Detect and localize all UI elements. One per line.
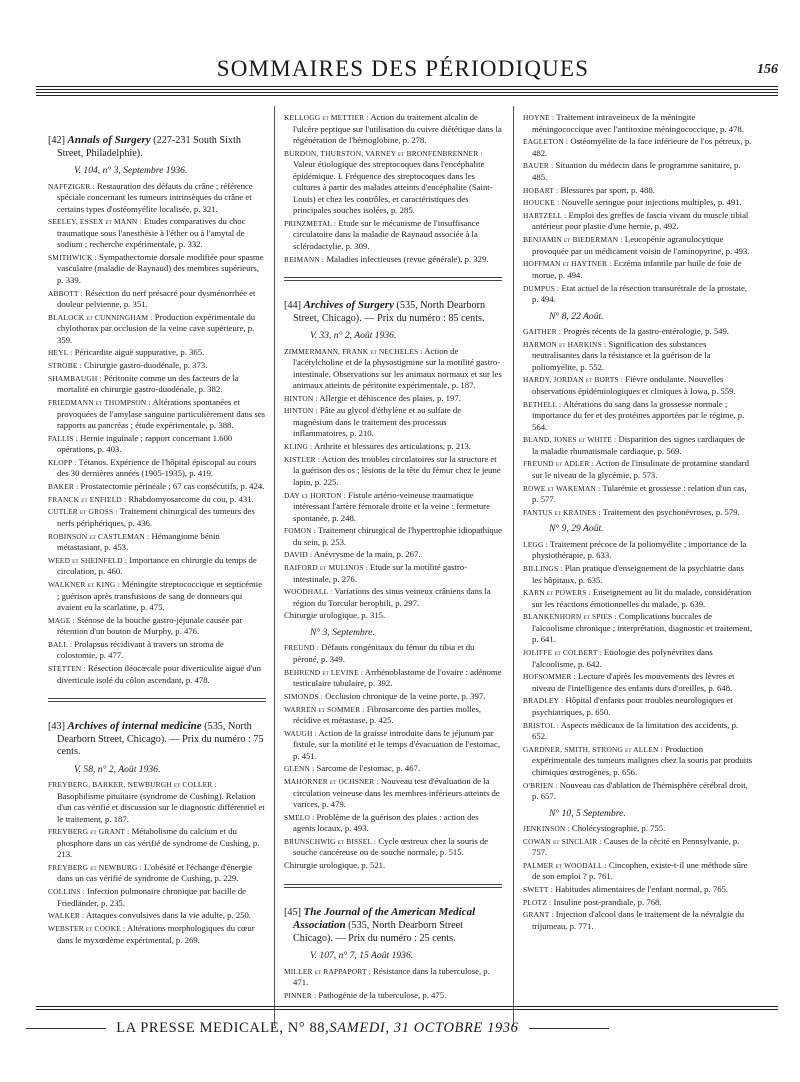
volume-heading: N° 10, 5 Septembre. xyxy=(549,807,626,819)
entry-text: Occlusion chronique de la veine porte, p. 397. xyxy=(325,690,486,701)
reference-entry xyxy=(523,836,753,859)
reference-entry xyxy=(284,642,502,665)
reference-entry xyxy=(48,663,266,686)
entry-authors: WALKNER et KING : xyxy=(48,580,120,589)
reference-entry xyxy=(523,647,753,670)
entry-text: Tétanos. Expérience de l'hôpital épiscopal au cours des 30 dernières années (1905-1935), p. 419. xyxy=(57,456,257,479)
entry-text: Aspects médicaux de la limitation des accidents, p. 652. xyxy=(532,719,739,742)
volume-heading: V. 107, n° 7, 15 Août 1936. xyxy=(310,950,414,962)
journal-heading xyxy=(284,906,502,946)
entry-text: Altérations spontanées et provoquées de l'amylase sanguine particulièrement dans ses rapports au pancréas ; étude expérimentale, p. 388. xyxy=(57,397,266,430)
reference-entry xyxy=(284,667,502,690)
reference-entry xyxy=(523,374,753,397)
column-left xyxy=(48,130,266,947)
entry-authors: LEGG : xyxy=(523,539,548,549)
entry-text: Injection d'alcool dans le traitement de la névralgie du trijumeau, p. 771. xyxy=(532,909,745,931)
column-right xyxy=(523,112,753,934)
reference-entry xyxy=(284,966,502,989)
journal-address: (535, North Dearborn Street Chicago). — Prix du numéro : 25 cents. xyxy=(293,920,463,944)
entry-text: Etudes comparatives du choc traumatique sous l'anesthésie à l'éther ou à l'amytal de sodium ; recherche expérimentale, p. 332. xyxy=(57,216,246,250)
volume-heading: V. 58, n° 2, Août 1936. xyxy=(74,763,161,775)
entry-authors: BLAND, JONES et WHITE : xyxy=(523,435,617,445)
entry-authors: ABBOTT : xyxy=(48,288,83,298)
reference-entry xyxy=(284,549,502,561)
entry-text: Cycle œstreux chez la souris de souche cancéreuse ou de souche normale, p. 515. xyxy=(293,835,489,858)
column-divider xyxy=(274,106,275,1026)
reference-entry xyxy=(523,823,753,835)
reference-entry xyxy=(523,326,753,338)
entry-text: Etude sur la motilité gastro-intestinale, p. 276. xyxy=(293,562,467,584)
entry-text: Leucopénie agranulocytique provoquée par un médicament voisin de l'aminopyrine, p. 493. xyxy=(532,234,750,256)
entry-text: Action du traitement alcalin de l'ulcère peptique sur l'utilisation du cuivre diététique dans la régénération de l'hémoglobine, p. 278. xyxy=(293,112,502,145)
entry-text: Fièvre ondulante. Nouvelles observations épidémiologiques et cliniques à Iowa, p. 559. xyxy=(532,374,736,396)
reference-entry xyxy=(523,434,753,457)
reference-entry xyxy=(284,812,502,835)
column-middle xyxy=(284,112,502,1003)
entry-authors: MAGE : xyxy=(48,615,75,625)
reference-entry xyxy=(48,886,266,909)
entry-text: Anévrysme de la main, p. 267. xyxy=(313,549,421,560)
reference-entry xyxy=(284,346,502,392)
entry-authors: GAITHER : xyxy=(523,327,562,336)
entry-text: Altérations du sang dans la grossesse normale ; importance du fer et des protéines apportées par le régime, p. 564. xyxy=(532,398,745,432)
entry-text: Attaques convulsives dans la vie adulte, p. 250. xyxy=(86,910,252,921)
entry-authors: WARREN et SOMMER : xyxy=(284,704,365,714)
entry-authors: COLLINS : xyxy=(48,887,85,897)
reference-entry xyxy=(523,197,753,209)
section-separator xyxy=(284,884,502,888)
entry-authors: FREUND et ADLER : xyxy=(523,459,594,469)
reference-entry xyxy=(48,347,266,359)
footer-line-left xyxy=(26,1028,106,1029)
entry-text: Fibrosarcome des parties molles, récidive et métastase, p. 425. xyxy=(293,703,482,725)
entry-authors: JENKINSON : xyxy=(523,824,570,833)
reference-entry xyxy=(48,910,266,922)
entry-authors: HOUCKE : xyxy=(523,198,560,208)
reference-entry xyxy=(284,525,502,548)
reference-entry xyxy=(284,148,502,217)
entry-text: Hernie inguinale ; rapport concernant 1.600 opérations, p. 403. xyxy=(57,432,233,455)
journal-heading xyxy=(48,134,266,160)
entry-authors: GRANT : xyxy=(523,910,554,920)
footer-rule xyxy=(36,1006,778,1010)
reference-entry xyxy=(523,695,753,718)
entry-authors: MILLER et RAPPAPORT : xyxy=(284,966,371,976)
entry-authors: SHAMBAUGH : xyxy=(48,373,102,383)
entry-text: Nouvelle seringue pour injections multiples, p. 491. xyxy=(561,197,742,208)
reference-entry xyxy=(48,923,266,946)
entry-authors: ROWE et WAKEMAN : xyxy=(523,483,601,493)
reference-entry xyxy=(284,562,502,585)
entry-authors: MAHORNER et OCHSNER : xyxy=(284,777,379,787)
entry-text: Sténose de la bouche gastro-jéjunale causée par rétention d'un bouton de Murphy, p. 476. xyxy=(57,614,243,637)
entry-text: Fistule artério-veineuse traumatique intéressant l'artère fémorale droite et la veine : fermeture spontanée, p. 248. xyxy=(293,489,490,523)
reference-entry xyxy=(523,780,753,803)
entry-text: Résistance dans la tuberculose, p. 471. xyxy=(293,965,490,988)
reference-entry xyxy=(48,312,266,347)
entry-text: Traitement des psychonévroses, p. 579. xyxy=(602,506,740,517)
footer-publication: LA PRESSE MEDICALE, N° 88, xyxy=(116,1020,330,1037)
reference-entry xyxy=(523,587,753,610)
footer-line-right xyxy=(529,1028,609,1029)
reference-entry xyxy=(48,862,266,885)
footer-date: SAMEDI, 31 OCTOBRE 1936 xyxy=(329,1020,519,1037)
reference-entry xyxy=(48,826,266,861)
reference-entry xyxy=(523,860,753,883)
volume-heading: V. 104, n° 3, Septembre 1936. xyxy=(74,165,188,176)
entry-text: Emploi des greffes de fascia vivant du muscle tibial antérieur pour plastie d'une hernie, p. 492. xyxy=(532,209,749,232)
reference-entry xyxy=(523,720,753,743)
entry-authors: BAUER : xyxy=(523,161,554,171)
reference-entry xyxy=(523,283,753,306)
entry-authors: BLANKENHORN et SPIES : xyxy=(523,612,617,622)
reference-entry xyxy=(523,884,753,896)
reference-entry xyxy=(284,441,502,453)
entry-authors: PINNER : xyxy=(284,990,317,1000)
entry-text: Importance en chirurgie du temps de circulation, p. 460. xyxy=(57,554,257,577)
entry-authors: PRINZMETAL : xyxy=(284,218,337,228)
entry-authors: BLALOCK et CUNNINGHAM : xyxy=(48,312,153,322)
entry-text: Arrhénoblastome de l'ovaire : adénome testiculaire tubulaire, p. 392. xyxy=(293,666,502,689)
entry-text: Résection du nerf présacré pour dysménorrhée et douleur pelvienne, p. 351. xyxy=(57,287,256,310)
reference-entry xyxy=(523,136,753,159)
entry-authors: COWAN et SINCLAIR : xyxy=(523,836,602,846)
entry-authors: HEYL : xyxy=(48,348,73,358)
reference-entry xyxy=(48,360,266,372)
entry-authors: WEED et SHEINFELD : xyxy=(48,555,128,565)
entry-authors: STROBE : xyxy=(48,361,82,371)
reference-entry xyxy=(284,776,502,811)
reference-entry xyxy=(284,704,502,727)
section-separator xyxy=(48,698,266,702)
entry-authors: HOFFMAN et HAYTNER : xyxy=(523,259,612,269)
entry-text: Action de la graisse introduite dans le jéjunum par fistule, sur la motilité et le temps d'évacuation de l'estomac, p. 451. xyxy=(293,727,500,761)
entry-text: Etiologie des polynévrites dans l'alcoolisme, p. 642. xyxy=(532,647,713,669)
section-separator xyxy=(284,277,502,281)
reference-entry xyxy=(523,458,753,481)
reference-entry xyxy=(523,160,753,183)
entry-text: Cholécystographie, p. 755. xyxy=(571,823,666,833)
entry-authors: BETHELL : xyxy=(523,399,562,409)
volume-heading: N° 3, Septembre. xyxy=(310,626,375,638)
reference-entry xyxy=(284,490,502,525)
reference-entry xyxy=(523,507,753,519)
reference-entry xyxy=(284,691,502,703)
reference-entry xyxy=(48,579,266,614)
entry-authors: DAY et HORTON : xyxy=(284,490,346,500)
entry-authors: BRISTOL : xyxy=(523,720,560,730)
entry-text: Infection pulmonaire chronique par bacille de Friedländer, p. 235. xyxy=(57,886,247,908)
entry-authors: HARDY, JORDAN et BORTS : xyxy=(523,375,624,385)
entry-text: Maladies infectieuses (revue générale), p. 329. xyxy=(326,253,489,264)
page-header xyxy=(20,56,786,90)
entry-authors: O'BRIEN : xyxy=(523,780,558,790)
entry-authors: WAUGH : xyxy=(284,728,317,738)
reference-entry xyxy=(523,258,753,281)
entry-text: Sympathectomie dorsale modifiée pour spasme vasculaire (maladie de Raynaud) des membres supérieurs, p. 339. xyxy=(57,251,264,285)
journal-address: (227-231 South Sixth Street, Philadelphie). xyxy=(57,135,241,159)
page-footer xyxy=(20,1020,780,1037)
journal-number: [42] xyxy=(48,135,65,146)
entry-text: Restauration des défauts du crâne ; référence spéciale concernant les tumeurs intrinsèques du crâne et certains types d'ostéomyélite localisée, p. 321. xyxy=(57,180,253,214)
reference-entry xyxy=(284,454,502,489)
entry-text: Disparition des signes cardiaques de la maladie rhumatismale cardiaque, p. 569. xyxy=(532,434,745,456)
journal-address: (535, North Dearborn Street, Chicago). — Prix du numéro : 75 cents. xyxy=(57,721,264,758)
reference-entry xyxy=(284,763,502,775)
entry-text: Chirurgie urologique, p. 315. xyxy=(284,610,386,621)
reference-entry xyxy=(523,539,753,562)
entry-authors: FREUND : xyxy=(284,643,320,653)
entry-text: Production expérimentale des tumeurs malignes chez la souris par produits chimiques œstrogènes, p. 656. xyxy=(532,743,753,777)
entry-authors: HARMON et HARKINS : xyxy=(523,339,607,349)
entry-authors: SMITHWICK : xyxy=(48,252,97,262)
reference-entry xyxy=(48,555,266,578)
reference-entry xyxy=(48,506,266,529)
entry-text: Pathogénie de la tuberculose, p. 475. xyxy=(318,989,447,1000)
entry-text: Prostatectomie périnéale ; 67 cas consécutifs, p. 424. xyxy=(80,481,265,492)
entry-text: Complications buccales de l'alcoolisme chronique ; interprétation, diagnostic et traitement, p. 641. xyxy=(532,611,753,645)
entry-authors: BILLINGS : xyxy=(523,564,563,573)
reference-entry xyxy=(48,639,266,662)
entry-authors: NAFFZIGER : xyxy=(48,181,95,191)
entry-authors: KARN et POWERS : xyxy=(523,588,591,598)
entry-text: Signification des substances neutralisantes dans la résistance et la guérison de la poliomyélite, p. 552. xyxy=(532,338,711,372)
entry-text: Péricardite aiguë suppurative, p. 365. xyxy=(74,347,205,358)
entry-authors: KLOPP : xyxy=(48,457,77,467)
entry-authors: HOFSOMMER : xyxy=(523,672,576,682)
entry-authors: SMELO : xyxy=(284,812,315,822)
entry-authors: WEBSTER et COOKE : xyxy=(48,924,126,933)
reference-entry xyxy=(48,433,266,456)
reference-entry xyxy=(48,252,266,287)
reference-entry xyxy=(48,481,266,493)
reference-entry xyxy=(48,615,266,638)
entry-authors: ROBINSON et CASTLEMAN : xyxy=(48,531,150,541)
reference-entry xyxy=(48,779,266,825)
entry-text: Habitudes alimentaires de l'enfant normal, p. 765. xyxy=(554,884,729,895)
entry-text: Sarcome de l'estomac, p. 467. xyxy=(316,763,421,774)
entry-authors: SEELEY, ESSEX et MANN : xyxy=(48,217,142,227)
reference-entry xyxy=(523,563,753,586)
entry-authors: FREYBERG et NEWBURG : xyxy=(48,862,142,872)
entry-text: Traitement chirurgical des tumeurs des nerfs périphériques, p. 436. xyxy=(57,506,255,528)
entry-text: Action de l'insulinate de protamine standard sur le niveau de la glycémie, p. 573. xyxy=(532,458,749,480)
journal-number: [44] xyxy=(284,300,301,312)
entry-authors: ZIMMERMANN, FRANK et NECHELES : xyxy=(284,346,423,356)
entry-text: Méningite streptococcique et septicémie ; guérison après transfusions de sang de donneurs qui avaient eu la scarlatine, p. 475. xyxy=(57,579,263,612)
reference-entry xyxy=(284,405,502,440)
entry-text: Traitement chirurgical de l'hypertrophie idiopathique du sein, p. 253. xyxy=(293,525,502,547)
entry-text: Péritonite comme un des facteurs de la mortalité en chirurgie gastro-duodénale, p. 382. xyxy=(57,372,239,395)
entry-text: Production expérimentale du chylothorax par occlusion de la veine cave supérieure, p. 359. xyxy=(57,311,256,345)
entry-text: Valeur étiologique des streptocoques dans l'encéphalite épidémique. I. Fréquence des streptocoques dans les cultures à partir des malades atteints d'encéphalite (Saint-Louis) et chez les contrôles, et caractéristiques des principales souches isolées, p. 285. xyxy=(293,159,493,216)
journal-address: (535, North Dearborn Street, Chicago). — Prix du numéro : 85 cents. xyxy=(293,300,486,324)
journal-heading xyxy=(284,299,502,325)
page-number: 156 xyxy=(757,62,778,77)
journal-number: [45] xyxy=(284,906,301,918)
journal-title: The Journal of the American Medical Association xyxy=(293,905,476,932)
entry-text: Lecture d'après les mouvements des lèvres et niveau de l'intelligence des enfants durs d'oreilles, p. 648. xyxy=(532,671,735,693)
reference-entry xyxy=(284,990,502,1002)
journal-title: Archives of Surgery xyxy=(303,299,394,312)
entry-authors: WOODHALL : xyxy=(284,587,333,597)
entry-text: Insuline post-prandiale, p. 768. xyxy=(553,896,662,907)
entry-text: Action de l'acétylcholine et de la physostigmine sur la motilité gastro-intestinale. Observations sur les animaux normaux et sur les animaux atteints de péritonite expérimentale, p. 187. xyxy=(293,345,502,391)
entry-text: Chirurgie urologique, p. 521. xyxy=(284,860,386,871)
reference-entry xyxy=(48,288,266,311)
entry-text: Action des troubles circulatoires sur la structure et la guérison des os ; lésions de la tête du fémur chez le jeune lapin, p. 225. xyxy=(293,453,501,487)
reference-entry xyxy=(284,586,502,609)
entry-text: Arthrite et blessures des articulations, p. 213. xyxy=(314,441,472,452)
entry-text: Altérations morphologiques du cœur dans le myxœdème expérimental, p. 269. xyxy=(57,923,255,945)
entry-text: Rhabdomyosarcome du cou, p. 431. xyxy=(128,493,254,504)
entry-authors: BRADLEY : xyxy=(523,696,564,706)
entry-authors: HOBART : xyxy=(523,185,559,195)
entry-authors: GARDNER, SMITH, STRONG et ALLEN : xyxy=(523,744,663,754)
entry-text: Variations des sinus veineux crâniens dans la région du Torcular herophili, p. 297. xyxy=(293,586,491,608)
entry-authors: FALLIS : xyxy=(48,433,78,443)
reference-entry xyxy=(523,483,753,506)
entry-text: Pâte au glycol d'éthylène et au sulfate de magnésium dans le traitement des processus inflammatoires, p. 210. xyxy=(293,405,462,439)
entry-text: Problème de la guérison des plaies : action des agents locaux, p. 493. xyxy=(293,811,479,834)
reference-entry xyxy=(523,909,753,932)
reference-entry xyxy=(284,728,502,763)
reference-entry xyxy=(523,611,753,646)
entry-text: Enseignement au lit du malade, considération sur les réactions émotionnelles du malade, p. 639. xyxy=(532,587,752,609)
entry-authors: HARTZELL : xyxy=(523,210,567,220)
entry-text: Nouveau test d'évaluation de la circulation veineuse dans les membres inférieurs atteints de varices, p. 479. xyxy=(293,776,500,810)
entry-authors: WALKER : xyxy=(48,911,85,921)
entry-text: Etat actuel de la résection transurétrale de la prostate, p. 494. xyxy=(532,282,747,304)
entry-authors: PALMER et WOODALL : xyxy=(523,860,607,870)
reference-entry xyxy=(48,494,266,506)
journal-title: Annals of Surgery xyxy=(67,134,151,146)
entry-text: Blessures par sport, p. 488. xyxy=(560,184,655,195)
page-title: SOMMAIRES DES PÉRIODIQUES xyxy=(216,56,590,81)
entry-authors: FREYBERG et GRANT : xyxy=(48,827,130,837)
entry-text: Plan pratique d'enseignement de la psychiatrie dans les hôpitaux, p. 635. xyxy=(532,563,744,585)
entry-authors: EAGLETON : xyxy=(523,137,569,147)
entry-authors: STETTEN : xyxy=(48,664,86,674)
volume-heading: N° 9, 29 Août. xyxy=(549,523,604,535)
reference-entry xyxy=(284,393,502,405)
reference-entry xyxy=(284,218,502,253)
entry-text: Métabolisme du calcium et du phosphore dans un cas vérifié de syndrome de Cushing, p. 213. xyxy=(57,826,260,860)
entry-text: Traitement intraveineux de la méningite méningococcique avec l'antitoxine méningococcique, p. 478. xyxy=(532,112,744,134)
reference-entry xyxy=(284,254,502,266)
entry-authors: FANTUS et KRAINES : xyxy=(523,507,601,517)
entry-authors: DAVID : xyxy=(284,550,313,560)
reference-entry xyxy=(284,836,502,859)
reference-entry xyxy=(523,185,753,197)
entry-authors: SWETT : xyxy=(523,885,553,895)
reference-entry xyxy=(523,744,753,779)
entry-authors: BEHREND et LEVINE : xyxy=(284,667,364,677)
entry-text: Hémangiome bénin métastasiant, p. 453. xyxy=(57,530,220,553)
journal-title: Archives of internal medicine xyxy=(67,720,202,733)
header-rule-lower xyxy=(36,92,778,96)
reference-entry xyxy=(523,399,753,434)
entry-authors: BURDON, THURSTON, VARNEY et BRONFENBRENNER : xyxy=(284,148,483,158)
entry-text: Prolapsus récidivant à travers un stroma de colostomie, p. 477. xyxy=(57,638,224,661)
reference-entry xyxy=(523,210,753,233)
entry-authors: REIMANN : xyxy=(284,254,325,264)
header-rule xyxy=(36,86,778,90)
entry-text: Défauts congénitaux du fémur du tibia et du péroné, p. 349. xyxy=(293,642,475,664)
entry-text: Eczéma infantile par huile de foie de morue, p. 494. xyxy=(532,258,742,280)
entry-authors: GLENN : xyxy=(284,764,315,774)
column-divider xyxy=(513,106,514,1026)
entry-text: Nouveau cas d'ablation de l'hémisphère cérébral droit, p. 657. xyxy=(532,779,748,801)
entry-authors: JOLIFFE et COLBERT : xyxy=(523,648,602,658)
entry-authors: SIMONDS : xyxy=(284,691,323,701)
entry-authors: CUTLER et GROSS : xyxy=(48,507,118,517)
reference-entry xyxy=(523,897,753,909)
entry-text: Cincophen, existe-t-il une méthode sûre de son emploi ? p. 761. xyxy=(532,859,748,882)
entry-text: Ostéomyélite de la face inférieure de l'os pétreux, p. 482. xyxy=(532,136,752,158)
entry-authors: FRIEDMANN et THOMPSON : xyxy=(48,398,151,407)
reference-entry xyxy=(523,112,753,135)
reference-entry xyxy=(523,671,753,694)
reference-entry xyxy=(48,181,266,216)
reference-entry xyxy=(523,339,753,374)
entry-text: Situation du médecin dans le programme sanitaire, p. 485. xyxy=(532,160,741,182)
entry-text: Etude sur le mécanisme de l'insuffisance circulatoire dans la maladie de Raynaud associée à la sclérodactylie, p. 309. xyxy=(293,217,480,251)
entry-text: Traitement précoce de la poliomyélite ; importance de la physiothérapie, p. 633. xyxy=(532,538,747,561)
journal-number: [43] xyxy=(48,721,65,733)
entry-authors: BENJAMIN et BIEDERMAN : xyxy=(523,235,623,245)
entry-text: Hôpital d'enfants pour troubles neurologiques et psychiatriques, p. 650. xyxy=(532,695,733,717)
entry-authors: PLOTZ : xyxy=(523,897,552,907)
entry-text: L'obésité et l'échange d'énergie dans un cas vérifié de syndrome de Cushing, p. 229. xyxy=(57,861,253,884)
entry-text: Basophilisme pituitaire (syndrome de Cushing). Relation d'un cas vérifié et discussion sur le diagnostic différentiel et le traitement, p. 187. xyxy=(57,790,265,824)
reference-entry xyxy=(48,397,266,432)
reference-entry xyxy=(48,216,266,251)
entry-authors: KISTLER : xyxy=(284,454,321,464)
entry-authors: FRANCK et ENFIELD : xyxy=(48,494,127,504)
entry-text: Progrès récents de la gastro-entérologie, p. 549. xyxy=(563,326,730,336)
entry-authors: BAKER : xyxy=(48,482,79,492)
entry-authors: DUMPUS : xyxy=(523,283,560,293)
reference-entry xyxy=(48,457,266,480)
entry-authors: FOMON : xyxy=(284,526,316,536)
entry-text: Causes de la cécité en Pennsylvanie, p. 757. xyxy=(532,835,740,858)
entry-text: Tularémie et grossesse : relation d'un cas, p. 577. xyxy=(532,482,747,505)
entry-text: Chirurgie gastro-duodénale, p. 373. xyxy=(84,360,208,371)
reference-entry xyxy=(523,234,753,257)
entry-authors: HINTON : xyxy=(284,406,318,416)
reference-entry xyxy=(284,112,502,147)
entry-authors: FREYBERG, BARKER, NEWBURGH et COLLER : xyxy=(48,780,217,790)
entry-text: Allergie et déhiscence des plaies, p. 197. xyxy=(319,392,461,403)
entry-authors: HINTON : xyxy=(284,393,318,403)
volume-heading: N° 8, 22 Août. xyxy=(549,310,604,322)
volume-heading: V. 33, n° 2, Août 1936. xyxy=(310,330,397,342)
journal-heading xyxy=(48,720,266,759)
entry-authors: KLING : xyxy=(284,442,313,452)
entry-authors: BRUNSCHWIG et BISSEL : xyxy=(284,836,377,846)
entry-authors: KELLOGG et METTIER : xyxy=(284,113,369,122)
entry-authors: HOYNE : xyxy=(523,113,555,122)
reference-entry xyxy=(48,373,266,396)
reference-entry xyxy=(48,531,266,554)
entry-text: Résection iléocæcale pour diverticulite aiguë d'un diverticule isolé du côlon ascendant, p. 478. xyxy=(57,663,261,685)
entry-authors: BALL : xyxy=(48,639,73,649)
entry-authors: RAIFORD et MULINOS : xyxy=(284,563,368,573)
